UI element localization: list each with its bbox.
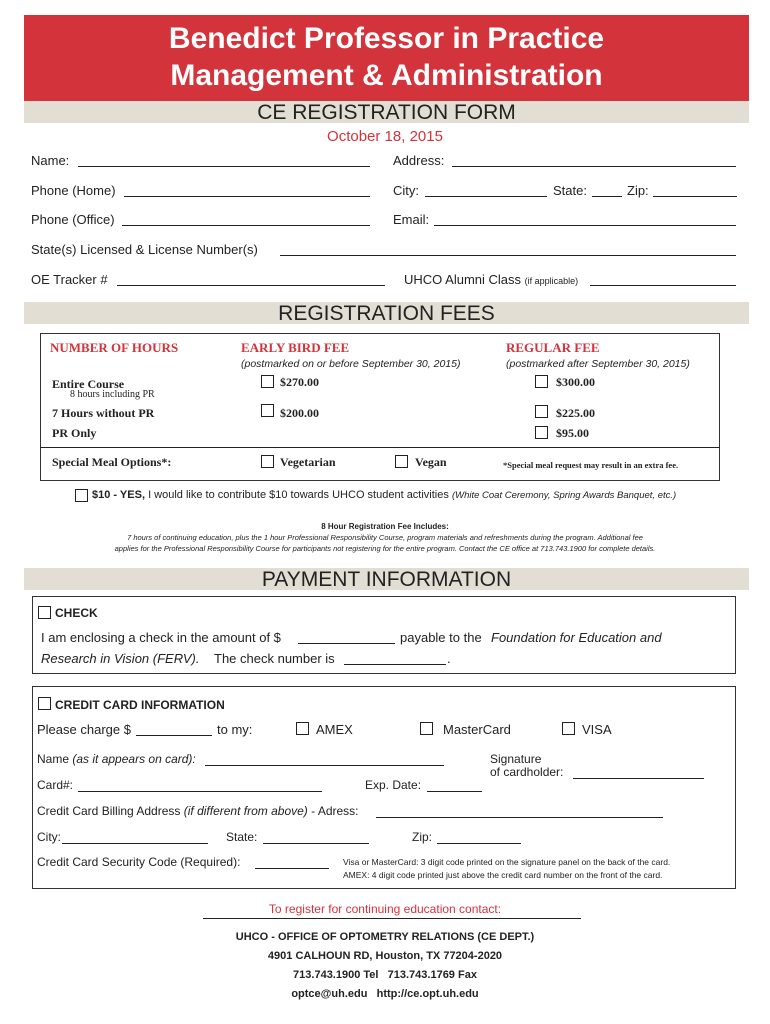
cardholder-name-field[interactable] — [205, 765, 444, 766]
amex-checkbox[interactable] — [296, 722, 309, 735]
registration-fees-heading: REGISTRATION FEES — [24, 302, 749, 324]
entire-course-label: Entire Course — [52, 377, 125, 391]
phone-home-field[interactable] — [124, 196, 370, 197]
amex-label: AMEX — [316, 722, 353, 737]
header-title — [24, 20, 749, 94]
states-licensed-field[interactable] — [280, 255, 736, 256]
cc-city-label: City: — [37, 830, 61, 844]
signature-label-2: of cardholder: — [490, 765, 564, 779]
header-title-line1: Benedict Professor in Practice — [168, 22, 605, 55]
col-early-header: EARLY BIRD FEE — [241, 340, 350, 355]
visa-label: VISA — [582, 722, 612, 737]
security-note-2: AMEX: 4 digit code printed just above the credit card number on the front of the card. — [343, 870, 663, 880]
check-line1-c: Foundation for Education and — [491, 630, 662, 645]
check-amount-field[interactable] — [298, 643, 395, 644]
header-banner — [24, 15, 749, 101]
mastercard-label: MasterCard — [443, 722, 511, 737]
includes-line2: applies for the Professional Responsibility Course for participants not registering for the entire program. Contact the CE office at 713.743.1900 for complete details. — [114, 544, 656, 553]
exp-date-label: Exp. Date: — [365, 778, 422, 792]
check-line2-b: The check number is — [214, 651, 335, 666]
alumni-class-note: (if applicable) — [524, 276, 579, 286]
vegan-checkbox[interactable] — [395, 455, 408, 468]
signature-field[interactable] — [573, 778, 704, 779]
includes-line1: 7 hours of continuing education, plus the 1 hour Professional Responsibility Course, program materials and refreshments during the program. Additional fee — [127, 533, 643, 542]
header-title-line2: Management & Administration — [170, 59, 603, 92]
seven-regular-checkbox[interactable] — [535, 405, 548, 418]
seven-early-price: $200.00 — [280, 406, 319, 420]
alumni-class-label: UHCO Alumni Class (if applicable) — [404, 272, 579, 287]
email-label: Email: — [393, 212, 430, 227]
entire-regular-price: $300.00 — [556, 375, 595, 389]
includes-title: 8 Hour Registration Fee Includes: — [321, 522, 449, 531]
phone-home-label: Phone (Home) — [31, 183, 116, 198]
col-hours-header: NUMBER OF HOURS — [50, 340, 179, 355]
to-my-label: to my: — [217, 722, 253, 737]
email-field[interactable] — [434, 225, 736, 226]
contact-address: 4901 CALHOUN RD, Houston, TX 77204-2020 — [267, 950, 503, 962]
check-number-field[interactable] — [344, 664, 446, 665]
cc-zip-field[interactable] — [437, 843, 521, 844]
vegetarian-checkbox[interactable] — [261, 455, 274, 468]
state-field[interactable] — [592, 196, 622, 197]
entire-early-price: $270.00 — [280, 375, 319, 389]
credit-card-checkbox[interactable] — [38, 697, 51, 710]
check-line1-a: I am enclosing a check in the amount of $ — [41, 630, 281, 645]
visa-checkbox[interactable] — [562, 722, 575, 735]
entire-course-sub: 8 hours including PR — [70, 389, 155, 400]
entire-regular-checkbox[interactable] — [535, 375, 548, 388]
event-date: October 18, 2015 — [327, 128, 443, 145]
pr-regular-checkbox[interactable] — [535, 426, 548, 439]
early-note: (postmarked on or before September 30, 2015) — [241, 358, 461, 370]
contact-divider — [203, 918, 581, 919]
cc-state-field[interactable] — [263, 843, 369, 844]
cardholder-name-label: Name (as it appears on card): — [37, 752, 196, 766]
check-title: CHECK — [55, 606, 98, 620]
signature-label-1: Signature — [490, 752, 542, 766]
check-line1-b: payable to the — [400, 630, 482, 645]
please-charge-label: Please charge $ — [37, 722, 131, 737]
city-field[interactable] — [425, 196, 547, 197]
pr-only-label: PR Only — [52, 426, 97, 440]
seven-hours-label: 7 Hours without PR — [52, 406, 155, 420]
pr-regular-price: $95.00 — [556, 426, 589, 440]
city-label: City: — [393, 183, 419, 198]
security-code-field[interactable] — [255, 868, 329, 869]
card-number-label: Card#: — [37, 778, 74, 792]
zip-label: Zip: — [627, 183, 649, 198]
meal-note: *Special meal request may result in an extra fee. — [503, 460, 679, 470]
cc-zip-label: Zip: — [412, 830, 433, 844]
contact-phones: 713.743.1900 Tel 713.743.1769 Fax — [293, 969, 477, 981]
credit-card-title: CREDIT CARD INFORMATION — [55, 698, 225, 712]
charge-amount-field[interactable] — [136, 735, 212, 736]
payment-information-heading: PAYMENT INFORMATION — [24, 568, 749, 590]
check-line2-a: Research in Vision (FERV). — [41, 651, 200, 666]
billing-address-label: Credit Card Billing Address (if different from above) - Adress: — [37, 804, 359, 818]
col-regular-header: REGULAR FEE — [506, 340, 600, 355]
security-note-1: Visa or MasterCard: 3 digit code printed on the signature panel on the back of the card. — [343, 857, 671, 867]
phone-office-field[interactable] — [122, 225, 370, 226]
cc-city-field[interactable] — [62, 843, 208, 844]
donation-checkbox[interactable] — [75, 489, 88, 502]
alumni-class-field[interactable] — [590, 285, 736, 286]
form-title: CE REGISTRATION FORM — [24, 101, 749, 123]
cc-state-label: State: — [226, 830, 258, 844]
check-checkbox[interactable] — [38, 606, 51, 619]
vegetarian-label: Vegetarian — [280, 455, 336, 469]
phone-office-label: Phone (Office) — [31, 212, 115, 227]
name-field[interactable] — [78, 166, 370, 167]
security-code-label: Credit Card Security Code (Required): — [37, 855, 241, 869]
state-label: State: — [553, 183, 587, 198]
card-number-field[interactable] — [78, 791, 322, 792]
oe-tracker-label: OE Tracker # — [31, 272, 108, 287]
donation-yes: $10 - YES, — [92, 489, 145, 501]
meal-options-label: Special Meal Options*: — [52, 455, 172, 469]
fees-divider — [40, 447, 720, 448]
billing-address-field[interactable] — [376, 817, 663, 818]
exp-date-field[interactable] — [427, 791, 482, 792]
vegan-label: Vegan — [415, 455, 447, 469]
check-period: . — [447, 651, 451, 666]
address-field[interactable] — [452, 166, 736, 167]
regular-note: (postmarked after September 30, 2015) — [506, 358, 690, 370]
oe-tracker-field[interactable] — [117, 285, 385, 286]
entire-early-checkbox[interactable] — [261, 375, 274, 388]
contact-office: UHCO - OFFICE OF OPTOMETRY RELATIONS (CE DEPT.) — [235, 931, 535, 943]
contact-web: optce@uh.edu http://ce.opt.uh.edu — [291, 988, 479, 1000]
contact-heading: To register for continuing education contact: — [268, 902, 502, 916]
donation-text: $10 - YES, I would like to contribute $10 towards UHCO student activities (White Coat Ceremony, Spring Awards Banquet, etc.) — [92, 489, 677, 501]
name-label: Name: — [31, 153, 70, 168]
mastercard-checkbox[interactable] — [420, 722, 433, 735]
states-licensed-label: State(s) Licensed & License Number(s) — [31, 242, 258, 257]
address-label: Address: — [393, 153, 445, 168]
seven-regular-price: $225.00 — [556, 406, 595, 420]
seven-early-checkbox[interactable] — [261, 404, 274, 417]
zip-field[interactable] — [653, 196, 737, 197]
